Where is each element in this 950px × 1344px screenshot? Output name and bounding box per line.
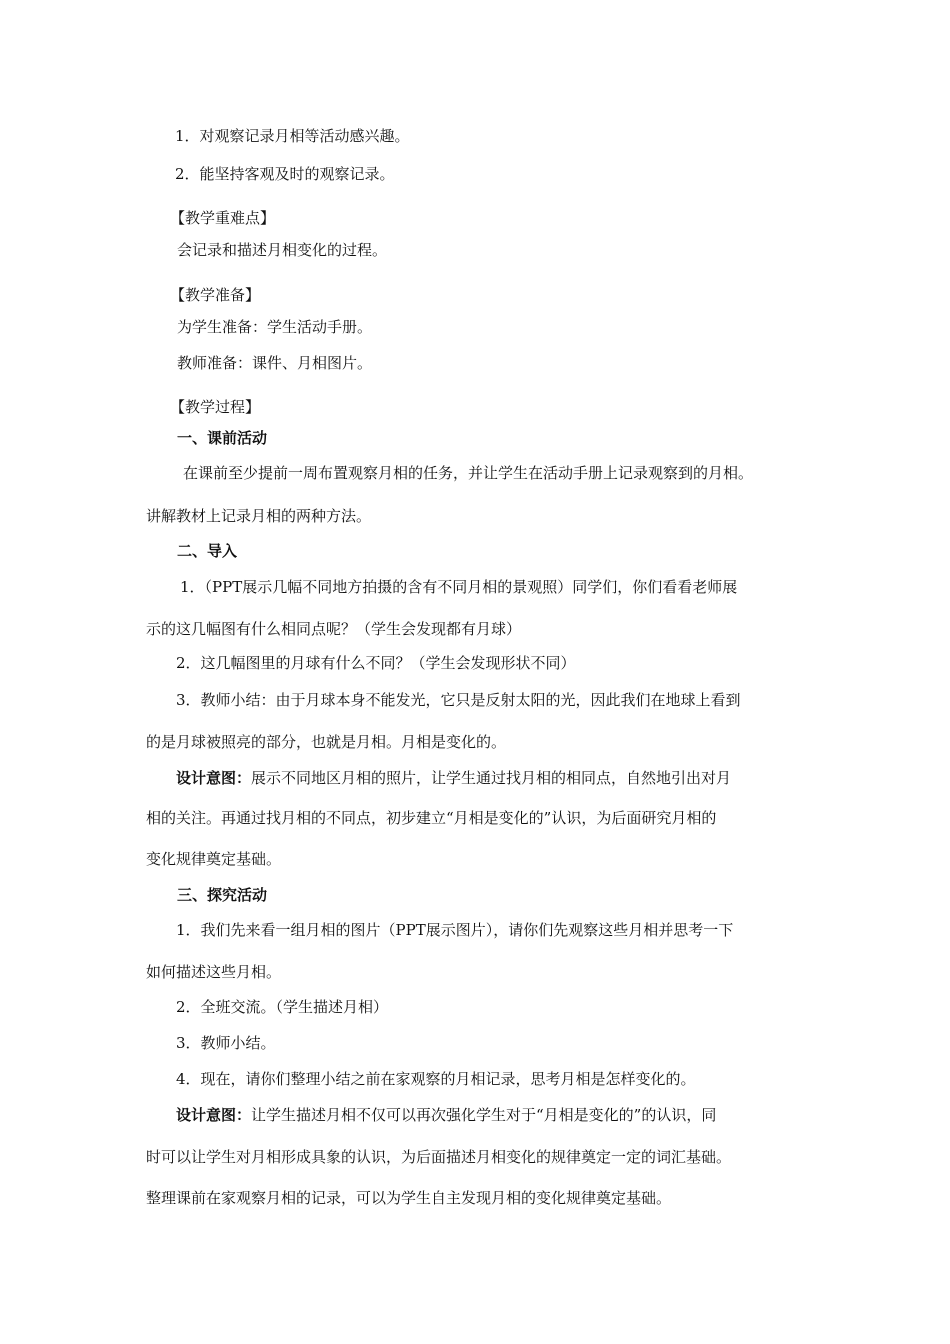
paragraph-line: 整理课前在家观察月相的记录，可以为学生自主发现月相的变化规律奠定基础。 (146, 1189, 672, 1207)
paragraph-line: 2．这几幅图里的月球有什么不同？（学生会发现形状不同） (176, 654, 576, 672)
paragraph-line: 示的这几幅图有什么相同点呢？（学生会发现都有月球） (146, 620, 522, 638)
paragraph-line: 在课前至少提前一周布置观察月相的任务，并让学生在活动手册上记录观察到的月相。 (183, 464, 754, 482)
paragraph-line: 讲解教材上记录月相的两种方法。 (146, 507, 372, 525)
paragraph-line: 1．（PPT展示几幅不同地方拍摄的含有不同月相的景观照）同学们，你们看看老师展 (180, 578, 738, 596)
goal-item: 2．能坚持客观及时的观察记录。 (175, 165, 395, 183)
design-intent-label: 设计意图： (176, 769, 252, 787)
subsection-title: 二、导入 (177, 542, 238, 560)
preparation-teacher: 教师准备：课件、月相图片。 (177, 354, 373, 372)
paragraph-line: 4．现在，请你们整理小结之前在家观察的月相记录，思考月相是怎样变化的。 (176, 1070, 696, 1088)
paragraph-line: 变化规律奠定基础。 (146, 850, 282, 868)
paragraph-line: 1．我们先来看一组月相的图片（PPT展示图片），请你们先观察这些月相并思考一下 (176, 921, 734, 939)
design-intent (176, 1105, 716, 1125)
paragraph-line: 如何描述这些月相。 (146, 963, 282, 981)
goal-item: 1．对观察记录月相等活动感兴趣。 (175, 127, 410, 145)
preparation-student: 为学生准备：学生活动手册。 (177, 318, 373, 336)
design-intent (176, 768, 731, 788)
design-intent-label: 设计意图： (176, 1106, 252, 1124)
paragraph-line: 的是月球被照亮的部分，也就是月相。月相是变化的。 (146, 733, 507, 751)
paragraph-line: 3．教师小结。 (176, 1034, 276, 1052)
design-intent-text: 让学生描述月相不仅可以再次强化学生对于“月相是变化的”的认识，同 (251, 1106, 717, 1124)
paragraph-line: 2．全班交流。（学生描述月相） (176, 998, 389, 1016)
paragraph-line: 相的关注。再通过找月相的不同点，初步建立“月相是变化的”认识，为后面研究月相的 (146, 809, 717, 827)
subsection-title: 一、课前活动 (177, 429, 268, 447)
key-points-text: 会记录和描述月相变化的过程。 (177, 241, 388, 259)
subsection-title: 三、探究活动 (177, 886, 268, 904)
section-heading-preparation: 【教学准备】 (170, 286, 261, 304)
paragraph-line: 3．教师小结：由于月球本身不能发光，它只是反射太阳的光，因此我们在地球上看到 (176, 691, 741, 709)
section-heading-key-points: 【教学重难点】 (170, 209, 276, 227)
section-heading-process: 【教学过程】 (170, 398, 261, 416)
paragraph-line: 时可以让学生对月相形成具象的认识，为后面描述月相变化的规律奠定一定的词汇基础。 (146, 1148, 732, 1166)
design-intent-text: 展示不同地区月相的照片，让学生通过找月相的相同点，自然地引出对月 (251, 769, 732, 787)
